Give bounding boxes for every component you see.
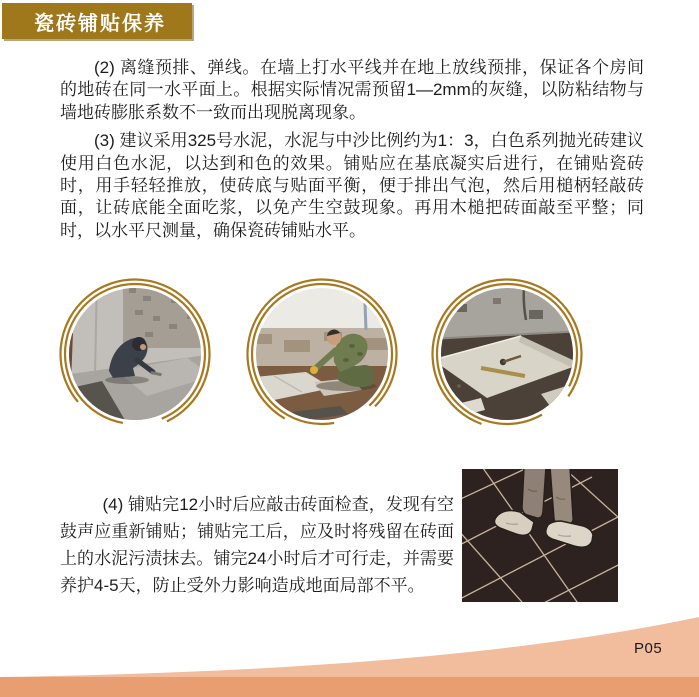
page-number: P05 [634, 640, 663, 657]
feet-walking-on-tiles-illustration [462, 469, 618, 602]
paragraph-3: (3) 建议采用325号水泥，水泥与中沙比例约为1：3，白色系列抛光砖建议使用白色水泥，以达到和色的效果。铺贴应在基底凝实后进行，在铺贴瓷砖时，用手轻轻推放，使砖底与贴面平衡，便于排出气泡，然后用槌柄轻敲砖面，让砖底能全面吃浆，以免产生空鼓现象。再用木槌把砖面敲至平整；同时，以水平尺测量，确保瓷砖铺贴水平。 [60, 131, 644, 240]
page-title: 瓷砖铺贴保养 [34, 12, 166, 35]
photo-circle-2 [244, 276, 400, 432]
photo-circle-1 [57, 276, 213, 432]
body-text-block [60, 57, 644, 248]
photo-worker-preparing-floor [57, 276, 213, 432]
photo-circle-3 [429, 276, 585, 432]
paragraph-4: (4) 铺贴完12小时后应敲击砖面检查，发现有空鼓声应重新铺贴；铺贴完工后，应及时将残留在砖面上的水泥污渍抹去。铺完24小时后才可行走，并需要养护4-5天，防止受外力影响造成地面局部不平。 [60, 495, 454, 595]
page-title-banner [2, 3, 192, 39]
tiles-floor-cartoon [462, 469, 618, 602]
footer-wave-graphic [0, 607, 699, 697]
photo-worker-laying-tile [244, 276, 400, 432]
paragraph-2: (2) 离缝预排、弹线。在墙上打水平线并在地上放线预排，保证各个房间的地砖在同一水平面上。根据实际情况需预留1—2mm的灰缝，以防粘结物与墙地砖膨胀系数不一致而出现脱离现象。 [60, 58, 644, 122]
bottom-text-block [60, 491, 454, 599]
photo-tiles-and-tools [429, 276, 585, 432]
